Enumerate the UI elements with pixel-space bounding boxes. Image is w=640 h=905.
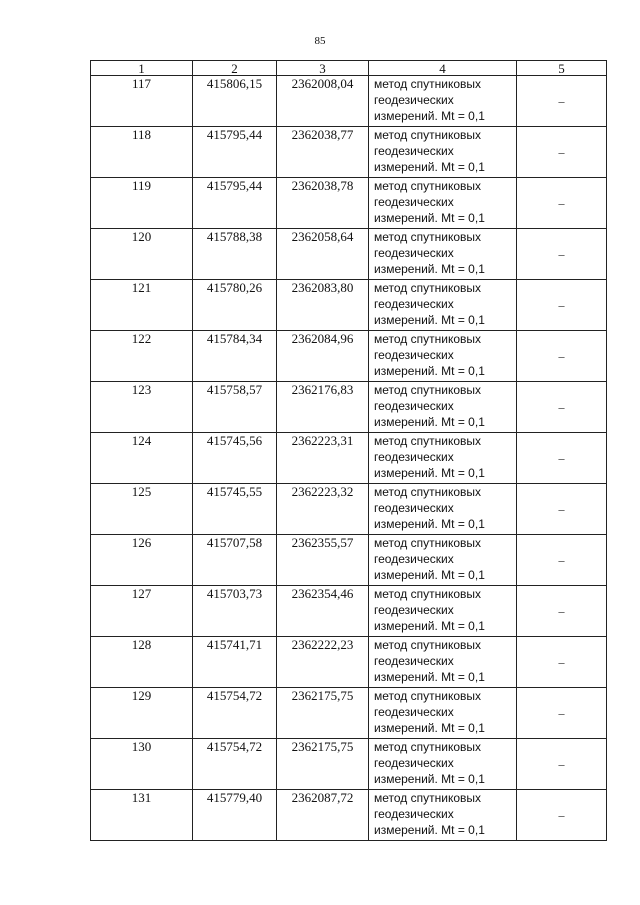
y-coordinate-cell: 2362058,64: [277, 229, 369, 280]
note-cell: –: [517, 433, 607, 484]
method-cell: [369, 280, 517, 331]
y-coordinate-cell: 2362175,75: [277, 688, 369, 739]
y-coordinate-cell: 2362008,04: [277, 76, 369, 127]
point-number-cell: 131: [91, 790, 193, 841]
point-number-cell: 125: [91, 484, 193, 535]
table-row: [91, 280, 607, 331]
method-line: измерений. Mt = 0,1: [374, 313, 485, 327]
method-cell: [369, 229, 517, 280]
method-line: метод спутниковых: [374, 638, 482, 652]
note-cell: –: [517, 76, 607, 127]
method-line: измерений. Mt = 0,1: [374, 823, 485, 837]
method-line: геодезических: [374, 93, 454, 107]
method-cell: [369, 688, 517, 739]
note-cell: –: [517, 127, 607, 178]
y-coordinate-cell: 2362176,83: [277, 382, 369, 433]
method-cell: [369, 484, 517, 535]
x-coordinate-cell: 415741,71: [193, 637, 277, 688]
method-line: геодезических: [374, 144, 454, 158]
method-line: метод спутниковых: [374, 536, 482, 550]
x-coordinate-cell: 415784,34: [193, 331, 277, 382]
method-line: метод спутниковых: [374, 332, 482, 346]
note-cell: –: [517, 229, 607, 280]
method-line: геодезических: [374, 399, 454, 413]
column-header-2: 2: [193, 61, 277, 76]
method-cell: [369, 535, 517, 586]
x-coordinate-cell: 415795,44: [193, 178, 277, 229]
table-row: [91, 790, 607, 841]
method-line: геодезических: [374, 246, 454, 260]
method-line: геодезических: [374, 501, 454, 515]
method-line: метод спутниковых: [374, 128, 482, 142]
note-cell: –: [517, 382, 607, 433]
method-line: измерений. Mt = 0,1: [374, 568, 485, 582]
method-line: геодезических: [374, 552, 454, 566]
point-number-cell: 117: [91, 76, 193, 127]
x-coordinate-cell: 415758,57: [193, 382, 277, 433]
table-row: [91, 688, 607, 739]
point-number-cell: 120: [91, 229, 193, 280]
table-row: [91, 586, 607, 637]
method-line: геодезических: [374, 705, 454, 719]
method-cell: [369, 76, 517, 127]
method-line: измерений. Mt = 0,1: [374, 772, 485, 786]
method-line: метод спутниковых: [374, 230, 482, 244]
point-number-cell: 129: [91, 688, 193, 739]
method-line: геодезических: [374, 297, 454, 311]
method-cell: [369, 739, 517, 790]
method-line: метод спутниковых: [374, 587, 482, 601]
method-line: геодезических: [374, 195, 454, 209]
y-coordinate-cell: 2362222,23: [277, 637, 369, 688]
x-coordinate-cell: 415788,38: [193, 229, 277, 280]
y-coordinate-cell: 2362038,78: [277, 178, 369, 229]
column-header-4: 4: [369, 61, 517, 76]
table-body: [91, 76, 607, 841]
coordinates-table: [90, 60, 607, 841]
x-coordinate-cell: 415754,72: [193, 739, 277, 790]
x-coordinate-cell: 415806,15: [193, 76, 277, 127]
method-line: измерений. Mt = 0,1: [374, 160, 485, 174]
y-coordinate-cell: 2362223,32: [277, 484, 369, 535]
y-coordinate-cell: 2362175,75: [277, 739, 369, 790]
method-line: геодезических: [374, 450, 454, 464]
point-number-cell: 128: [91, 637, 193, 688]
y-coordinate-cell: 2362084,96: [277, 331, 369, 382]
method-cell: [369, 382, 517, 433]
method-line: метод спутниковых: [374, 791, 482, 805]
point-number-cell: 123: [91, 382, 193, 433]
method-line: измерений. Mt = 0,1: [374, 466, 485, 480]
table-row: [91, 739, 607, 790]
method-line: метод спутниковых: [374, 77, 482, 91]
column-header-1: 1: [91, 61, 193, 76]
table-row: [91, 76, 607, 127]
method-line: измерений. Mt = 0,1: [374, 721, 485, 735]
note-cell: –: [517, 484, 607, 535]
method-line: метод спутниковых: [374, 179, 482, 193]
table-row: [91, 433, 607, 484]
x-coordinate-cell: 415707,58: [193, 535, 277, 586]
method-cell: [369, 433, 517, 484]
note-cell: –: [517, 535, 607, 586]
point-number-cell: 130: [91, 739, 193, 790]
note-cell: –: [517, 586, 607, 637]
point-number-cell: 119: [91, 178, 193, 229]
method-cell: [369, 127, 517, 178]
table-header-row: [91, 61, 607, 76]
method-line: измерений. Mt = 0,1: [374, 262, 485, 276]
note-cell: –: [517, 178, 607, 229]
point-number-cell: 118: [91, 127, 193, 178]
method-line: измерений. Mt = 0,1: [374, 364, 485, 378]
point-number-cell: 121: [91, 280, 193, 331]
note-cell: –: [517, 790, 607, 841]
table-row: [91, 127, 607, 178]
method-line: геодезических: [374, 348, 454, 362]
column-header-3: 3: [277, 61, 369, 76]
method-line: геодезических: [374, 654, 454, 668]
x-coordinate-cell: 415745,56: [193, 433, 277, 484]
page-number: 85: [314, 35, 326, 47]
method-line: геодезических: [374, 756, 454, 770]
method-line: измерений. Mt = 0,1: [374, 415, 485, 429]
method-line: геодезических: [374, 603, 454, 617]
y-coordinate-cell: 2362083,80: [277, 280, 369, 331]
method-line: метод спутниковых: [374, 689, 482, 703]
method-line: измерений. Mt = 0,1: [374, 517, 485, 531]
method-cell: [369, 637, 517, 688]
note-cell: –: [517, 637, 607, 688]
x-coordinate-cell: 415703,73: [193, 586, 277, 637]
method-line: геодезических: [374, 807, 454, 821]
table-row: [91, 637, 607, 688]
method-line: измерений. Mt = 0,1: [374, 670, 485, 684]
x-coordinate-cell: 415780,26: [193, 280, 277, 331]
y-coordinate-cell: 2362223,31: [277, 433, 369, 484]
x-coordinate-cell: 415795,44: [193, 127, 277, 178]
note-cell: –: [517, 739, 607, 790]
y-coordinate-cell: 2362355,57: [277, 535, 369, 586]
method-line: метод спутниковых: [374, 434, 482, 448]
x-coordinate-cell: 415745,55: [193, 484, 277, 535]
x-coordinate-cell: 415779,40: [193, 790, 277, 841]
table-row: [91, 484, 607, 535]
note-cell: –: [517, 688, 607, 739]
method-line: метод спутниковых: [374, 740, 482, 754]
note-cell: –: [517, 331, 607, 382]
table-row: [91, 382, 607, 433]
method-line: измерений. Mt = 0,1: [374, 619, 485, 633]
y-coordinate-cell: 2362087,72: [277, 790, 369, 841]
y-coordinate-cell: 2362354,46: [277, 586, 369, 637]
method-line: измерений. Mt = 0,1: [374, 211, 485, 225]
method-cell: [369, 178, 517, 229]
point-number-cell: 127: [91, 586, 193, 637]
column-header-5: 5: [517, 61, 607, 76]
method-line: метод спутниковых: [374, 281, 482, 295]
point-number-cell: 122: [91, 331, 193, 382]
table-row: [91, 229, 607, 280]
method-line: измерений. Mt = 0,1: [374, 109, 485, 123]
method-cell: [369, 586, 517, 637]
y-coordinate-cell: 2362038,77: [277, 127, 369, 178]
x-coordinate-cell: 415754,72: [193, 688, 277, 739]
method-cell: [369, 790, 517, 841]
method-line: метод спутниковых: [374, 485, 482, 499]
note-cell: –: [517, 280, 607, 331]
method-cell: [369, 331, 517, 382]
point-number-cell: 124: [91, 433, 193, 484]
method-line: метод спутниковых: [374, 383, 482, 397]
table-row: [91, 178, 607, 229]
table-row: [91, 331, 607, 382]
table-row: [91, 535, 607, 586]
point-number-cell: 126: [91, 535, 193, 586]
